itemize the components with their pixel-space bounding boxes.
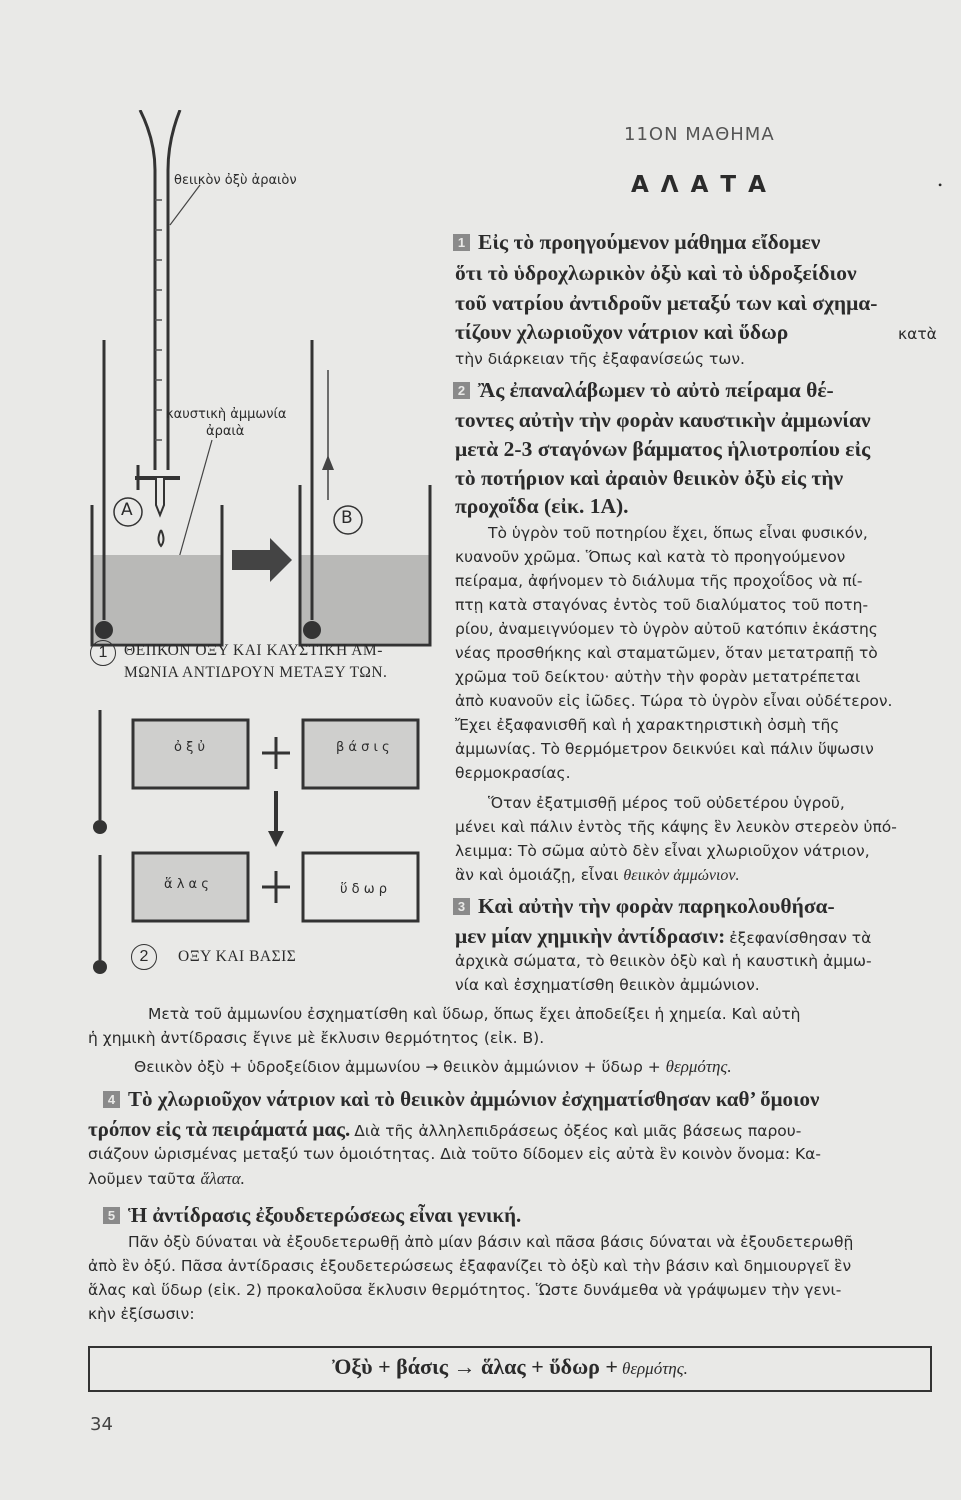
section-2-body-4: πτῃ κατὰ σταγόνας ἐντὸς τοῦ διαλύματος τοῦ ποτη- — [455, 596, 869, 614]
section-2-body2-4: ἂν καὶ ὁμοιάζῃ, εἶναι θειικὸν ἀμμώνιον. — [455, 866, 740, 884]
section-5-line2: ἀπὸ ἓν ὀξύ. Πᾶσα ἀντίδρασις ἐξουδετερώσεως ἐξαφανίζει τὸ ὀξὺ καὶ τὴν βάσιν καὶ δημιουργεῖ ἓν — [88, 1257, 852, 1275]
label-ammonia-line1: καυστικὴ ἀμμωνία — [166, 407, 287, 422]
section-2-body-5: ρίου, ἀναμειγνύομεν τὸ ὑγρὸν αὐτοῦ κατόπιν ἑκάστης — [455, 620, 878, 638]
label-ammonia-line2: ἀραιὰ — [206, 424, 245, 439]
section-2-body-1: Τὸ ὑγρὸν τοῦ ποτηρίου ἔχει, ὅπως εἶναι φυσικόν, — [488, 524, 868, 542]
lesson-heading: 11ΟΝ ΜΑΘΗΜΑ — [624, 124, 775, 145]
section-5-heading: 5 Ἡ ἀντίδρασις ἐξουδετερώσεως εἶναι γενική. — [103, 1203, 521, 1228]
formula-italic: θερμότης. — [621, 1359, 688, 1378]
section-2-number: 2 — [453, 382, 470, 399]
figure-1-caption-line1: ΘΕΙΙΚΟΝ ΟΞΥ ΚΑΙ ΚΑΥΣΤΙΚΗ ΑΜ- — [124, 642, 383, 659]
section-3-line2: μεν μίαν χημικὴν ἀντίδρασιν: ἐξεφανίσθησαν τὰ — [455, 924, 872, 948]
formula-main: Ὀξὺ + βάσις → ἅλας + ὕδωρ + — [332, 1354, 618, 1379]
section-3-full-1: Μετὰ τοῦ ἀμμωνίου ἐσχηματίσθη καὶ ὕδωρ, ὅπως ἔχει ἀποδείξει ἡ χημεία. Καὶ αὐτὴ — [148, 1005, 801, 1023]
section-5-number: 5 — [103, 1207, 120, 1224]
box-base-label: β ά σ ι ς — [336, 740, 390, 755]
section-1-line5: τὴν διάρκειαν τῆς ἐξαφανίσεώς των. — [455, 350, 745, 368]
section-1-line3: τοῦ νατρίου ἀντιδροῦν μεταξύ των καὶ σχημα- — [455, 291, 878, 315]
section-2-body-7: χρῶμα τοῦ δείκτου· αὐτὴν τὴν φορὰν μετατρέπεται — [455, 668, 861, 686]
figure-1-apparatus — [80, 110, 440, 650]
section-5-line4: κὴν ἐξίσωσιν: — [88, 1305, 195, 1323]
page-number: 34 — [90, 1414, 113, 1435]
section-1-line4: τίζουν χλωριοῦχον νάτριον καὶ ὕδωρ — [455, 320, 789, 344]
section-2-body-8: ἀπὸ κυανοῦν εἰς ἰῶδες. Τώρα τὸ ὑγρὸν εἶναι οὐδέτερον. — [455, 692, 893, 710]
section-4-line1: 4 Τὸ χλωριοῦχον νάτριον καὶ τὸ θειικὸν ἀμμώνιον ἐσχηματίσθησαν καθ’ ὅμοιον — [103, 1087, 819, 1112]
figure-1-caption-line2: ΜΩΝΙΑ ΑΝΤΙΔΡΟΥΝ ΜΕΤΑΞΥ ΤΩΝ. — [124, 664, 388, 681]
section-2-body2-1: Ὅταν ἐξατμισθῇ μέρος τοῦ οὐδετέρου ὑγροῦ, — [488, 794, 845, 812]
box-salt-label: ἅ λ α ς — [164, 877, 209, 892]
page-title: Α Λ Α Τ Α — [631, 172, 768, 198]
formula-box — [88, 1346, 932, 1392]
figure-1-number: 1 — [90, 640, 116, 666]
section-3-line4: νία καὶ ἐσχηματίσθη θειικὸν ἀμμώνιον. — [455, 976, 760, 994]
section-5-line3: ἅλας καὶ ὕδωρ (εἰκ. 2) προκαλοῦσα ἔκλυσιν θερμότητος. Ὥστε δυνάμεθα νὰ γράψωμεν τὴν γενι- — [88, 1281, 842, 1299]
section-3-line1: 3 Καὶ αὐτὴν τὴν φορὰν παρηκολουθήσα- — [453, 894, 835, 919]
section-1-number: 1 — [453, 234, 470, 251]
section-4-line2: τρόπον εἰς τὰ πειράματά μας. Διὰ τῆς ἀλληλεπιδράσεως ὀξέος καὶ μιᾶς βάσεως παρου- — [88, 1117, 802, 1141]
section-3-full-2: ἡ χημικὴ ἀντίδρασις ἔγινε μὲ ἔκλυσιν θερμότητος (εἰκ. Β). — [88, 1029, 545, 1047]
marker-b: B — [341, 508, 353, 528]
section-2-body2-3: λειμμα: Τὸ σῶμα αὐτὸ δὲν εἶναι χλωριοῦχον νάτριον, — [455, 842, 870, 860]
section-4-number: 4 — [103, 1091, 120, 1108]
section-4-line4: λοῦμεν ταῦτα ἅλατα. — [88, 1169, 245, 1188]
section-2-body-6: νέας προσθήκης καὶ σταματῶμεν, ὅταν μετατραπῇ τὸ — [455, 644, 878, 662]
section-2-body-2: κυανοῦν χρῶμα. Ὅπως καὶ κατὰ τὸ προηγούμενον — [455, 548, 846, 566]
title-dot: • — [938, 178, 943, 192]
section-1-line2: ὅτι τὸ ὑδροχλωρικὸν ὀξὺ καὶ τὸ ὑδροξείδιον — [455, 261, 857, 285]
section-2-body2-2: μένει καὶ πάλιν ἐντὸς τῆς κάψης ἓν λευκὸν στερεὸν ὑπό- — [455, 818, 897, 836]
section-3-equation: Θειικὸν ὀξὺ + ὑδροξείδιον ἀμμωνίου → θειικὸν ἀμμώνιον + ὕδωρ + θερμότης. — [134, 1057, 732, 1076]
box-acid-label: ὀ ξ ὐ — [174, 740, 205, 755]
section-2-body-3: πείραμα, ἀφήνομεν τὸ διάλυμα τῆς προχοΐδος νὰ πί- — [455, 572, 863, 590]
section-4-line3: σιάζουν ὡρισμένας μεταξύ των ὁμοιότητας. Διὰ τοῦτο δίδομεν εἰς αὐτὰ ἓν κοινὸν ὄνομα: Κα- — [88, 1145, 821, 1163]
section-3-number: 3 — [453, 898, 470, 915]
section-1-tail: κατὰ — [898, 325, 937, 343]
section-2-line4: τὸ ποτήριον καὶ ἀραιὸν θειικὸν ὀξὺ εἰς τὴν — [455, 466, 844, 490]
figure-2-caption: ΟΞΥ ΚΑΙ ΒΑΣΙΣ — [178, 948, 297, 965]
section-2-body-9: Ἔχει ἐξαφανισθῆ καὶ ἡ χαρακτηριστικὴ ὀσμὴ τῆς — [455, 716, 840, 734]
section-2-body-10: ἀμμωνίας. Τὸ θερμόμετρον δεικνύει καὶ πάλιν ὕψωσιν — [455, 740, 874, 758]
box-water-label: ὕ δ ω ρ — [340, 882, 388, 897]
marker-a: A — [121, 500, 133, 520]
section-5-line1: Πᾶν ὀξὺ δύναται νὰ ἐξουδετερωθῇ ἀπὸ μίαν βάσιν καὶ πᾶσα βάσις δύναται νὰ ἐξουδετερωθῇ — [128, 1233, 854, 1251]
section-1-line1: 1 Εἰς τὸ προηγούμενον μάθημα εἴδομεν — [453, 230, 820, 255]
section-2-line5: προχοΐδα (εἰκ. 1Α). — [455, 494, 629, 518]
section-2-line1: 2 Ἂς ἐπαναλάβωμεν τὸ αὐτὸ πείραμα θέ- — [453, 378, 834, 403]
section-2-body-11: θερμοκρασίας. — [455, 764, 571, 782]
section-3-line3: ἀρχικὰ σώματα, τὸ θειικὸν ὀξὺ καὶ ἡ καυστικὴ ἀμμω- — [455, 952, 872, 970]
section-2-line2: τοντες αὐτὴν τὴν φορὰν καυστικὴν ἀμμωνίαν — [455, 408, 871, 432]
section-2-line3: μετὰ 2-3 σταγόνων βάμματος ἡλιοτροπίου εἰς — [455, 437, 871, 461]
figure-2-number: 2 — [131, 944, 157, 970]
label-sulfuric-acid: θειικὸν ὀξὺ ἀραιὸν — [174, 173, 297, 188]
